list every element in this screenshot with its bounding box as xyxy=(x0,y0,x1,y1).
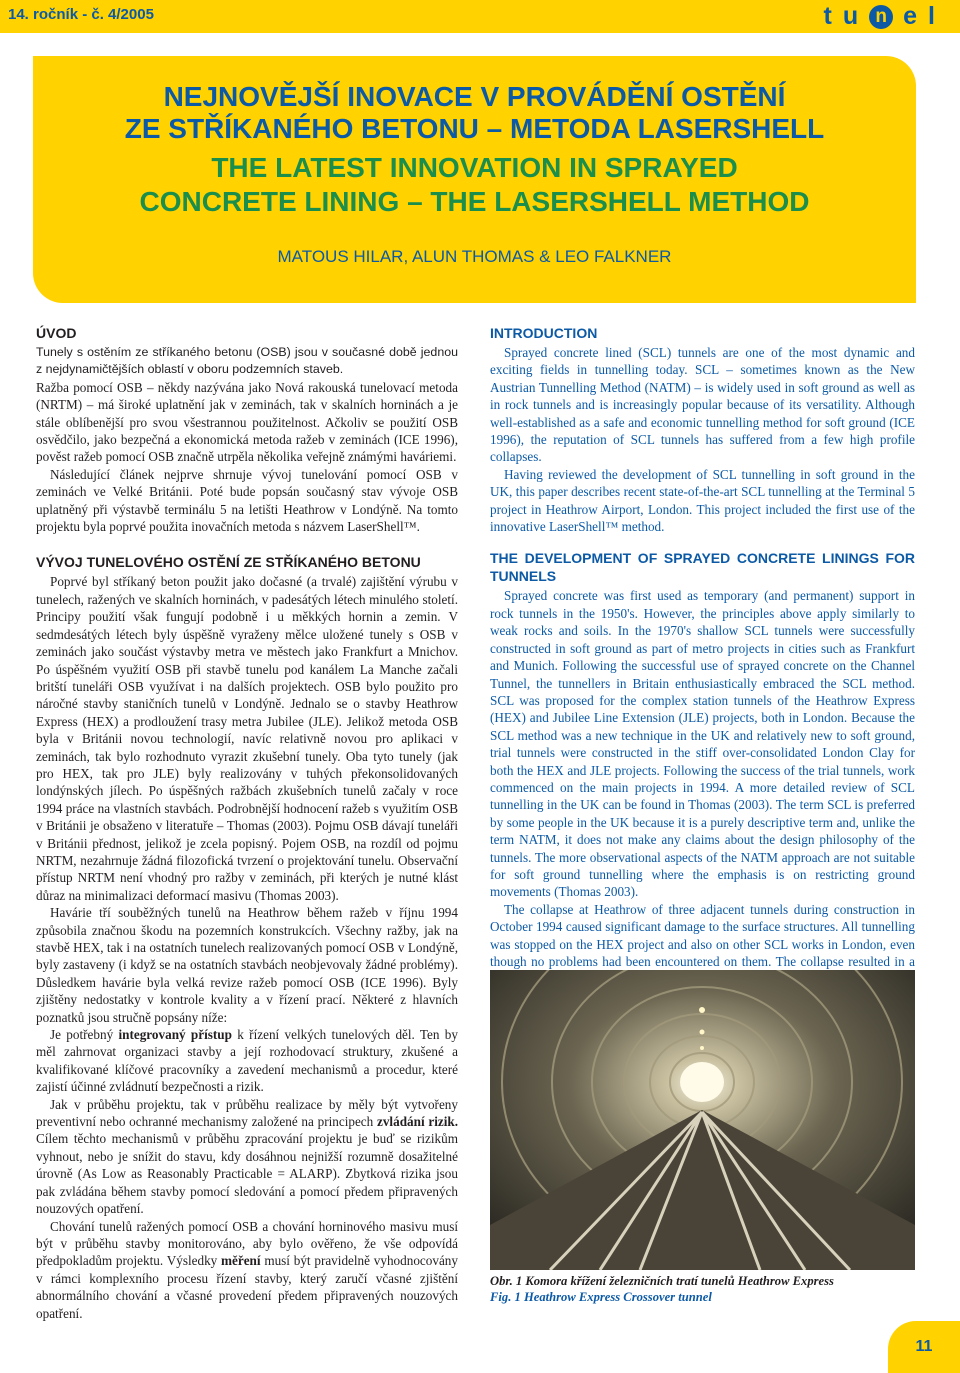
page-number: 11 xyxy=(888,1321,960,1373)
title-cz-line1: NEJNOVĚJŠÍ INOVACE V PROVÁDĚNÍ OSTĚNÍ xyxy=(163,81,786,112)
en-paragraph-3: Sprayed concrete was first used as temporary (and permanent) support in rock tunnels in the 1950's. However, the principles above apply similarly to weak rocks and soils. In the 1970's shallow SCL tunnels were successfully constructed in soft ground as part of metro projects in cities such as Frankfurt and Munich. Following the successful use of sprayed concrete on the Channel Tunnel, the tunnellers in Britain enthusiastically embraced the SCL method. SCL was proposed for the complex station tunnels of the Heathrow Express (HEX) and Jubilee Line Extension (JLE) projects, both in London. Because the SCL method was a new technique in the UK and relatively new to soft ground, trial tunnels were constructed in the stiff over-consolidated London Clay for both the HEX and JLE projects. Following the success of the trial tunnels, work commenced on the main projects in 1994. A more detailed review of SCL tunnelling in the UK can be found in Thomas (2003). The term SCL is preferred by some people in the UK because it is a purely descriptive term and, unlike the term NATM, it does not make any claims about the design philosophy of the tunnels. The more observational aspects of the NATM approach are not suitable for soft ground tunnelling where the emphasis is on restricting ground movements (Thomas 2003). xyxy=(490,588,915,900)
cz-paragraph-3: Poprvé byl stříkaný beton použit jako dočasné (a trvalé) zajištění výrubu v tunelech, ražených ve skalních horninách, v padesátých létech minulého století. Principy použití však fungují podobně i u měkkých hornin a zemin. V sedmdesátých létech byly úspěšně vyraženy mělce uložené tunely s OSB v zeminách jako součást výstavby metra ve městech jako Frankfurt a Mnichov. Po úspěšném využití OSB při stavbě tunelu pod kanálem La Manche začali britští tuneláři OSB využívat i na dalších projektech. OSB bylo použito pro náročné stavby staničních tunelů v Londýně. Jednalo se o stavby Heathrow Express (HEX) a prodloužení trasy metra Jubilee (JLE). Jelikož metoda OSB byla v Británii novou technologií, navíc relativně novou pro aplikaci v zeminách, tak bylo rozhodnuto vyrazit zkušební tunely. Oba tyto tunely (jak pro HEX, tak pro JLE) byly realizovány v tuhých překonsolidovaných londýnských jílech. Po úspěšných ražbách zkušebních tunelů začaly v roce 1994 práce na vlastních stavbách. Podrobnější hodnocení ražeb s využitím OSB v Británii je obsaženo v literatuře – Thomas (2003). Pojmu OSB dávají tuneláři v Británii přednost, jelikož je zcela popisný. Pojem OSB, na rozdíl od pojmu NRTM, nezahrnuje žádná filozofická tvrzení o projektování tunelu. Observační přístup NRTM není vhodný pro ražby v zeminách, při kterých je nutné klást důraz na minimalizaci deformací masivu (Thomas 2003). xyxy=(36,574,458,903)
cz-paragraph-6: Jak v průběhu projektu, tak v průběhu realizace by měly být vytvořeny preventivní nebo ochranné mechanismy založené na principech zvládání rizik. Cílem těchto mechanismů v průběhu zpracování projektu je buď se rizikům vyhnout, nebo je snížit do stavu, kdy dosáhnou nejnižší rozumně dosažitelné úrovně (As Low as Reasonably Practicable = ALARP). Zbytková rizika jsou pak zvládána během stavby pomocí sledování a pomocí předem připravených nouzových opatření. xyxy=(36,1096,459,1217)
title-box xyxy=(33,56,916,303)
czech-column xyxy=(36,324,458,1322)
en-paragraph-4: The collapse at Heathrow of three adjacent tunnels during construction in October 1994 caused significant damage to the surface structures. All tunnelling was stopped on the HEX project and also on other SCL works in London, even though no problems had been encountered on them. The collapse resulted in a xyxy=(490,901,915,969)
heading-introduction: INTRODUCTION xyxy=(490,325,598,341)
cz-intro: Tunely s ostěním ze stříkaného betonu (OSB) jsou v současné době jednou z nejdynamičtějších oblastí v oboru podzemních staveb. xyxy=(36,345,458,377)
cz-paragraph-4: Havárie tří souběžných tunelů na Heathrow během ražeb v říjnu 1994 způsobila značnou škodu na pozemních konstrukcích. Všechny ražby, jak na stavbě HEX, tak i na ostatních tunelech realizovaných pomocí OSB v Londýně, byly zastaveny (i když se na ostatních stavbách neobjevovaly žádné problémy). Důsledkem havárie byla velká revize ražeb pomocí OSB (ICE 1996). Byly zjištěny nedostatky v kontrole kvality a v řízení prací. Některé z hlavních poznatků jsou stručně popsány níže: xyxy=(36,905,458,1025)
heading-development: THE DEVELOPMENT OF SPRAYED CONCRETE LININGS FOR TUNNELS xyxy=(490,550,915,585)
cz-paragraph-7: Chování tunelů ražených pomocí OSB a chování horninového masivu musí být v průběhu stavby monitorováno, aby bylo ověřeno, že vše odpovídá předpokladům projektu. Výsledky měření musí být pravidelně vyhodnocovány v rámci komplexního procesu řízení stavby, který zaručí včasné zjištění abnormálního chování a včasné provedení předem připravených nouzových opatření. xyxy=(36,1218,458,1321)
tunel-logo xyxy=(824,2,946,31)
issue-label: 14. ročník - č. 4/2005 xyxy=(8,6,154,23)
caption-cz: Obr. 1 Komora křížení železničních tratí tunelů Heathrow Express xyxy=(490,1274,834,1288)
cz-paragraph-5: Je potřebný integrovaný přístup k řízení velkých tunelových děl. Ten by měl zahrnovat organizaci stavby a její rozhodovací struktury, zkušené a kvalifikované klíčové pracovníky a zavedení mechanismů a procedur, které zajistí účinné zvládnutí bezpečnosti a rizik. xyxy=(36,1027,458,1095)
cz-paragraph-2: Následující článek nejprve shrnuje vývoj tunelování pomocí OSB v zeminách ve Velké Británii. Poté bude popsán současný stav vývoje OSB uplatněný při výstavbě terminálu 5 na letišti Heathrow v Londýně. Na tomto projektu byla poprvé použita inovačních metoda s názvem LaserShell™. xyxy=(36,466,458,535)
logo-text-right: el xyxy=(903,2,946,30)
english-column xyxy=(490,324,915,1023)
title-en-line2: CONCRETE LINING – THE LASERSHELL METHOD xyxy=(139,186,810,217)
logo-circle: n xyxy=(869,5,893,29)
caption-en: Fig. 1 Heathrow Express Crossover tunnel xyxy=(490,1290,712,1304)
figure-caption xyxy=(490,1273,915,1305)
title-cz-line2: ZE STŘÍKANÉHO BETONU – METODA LASERSHELL xyxy=(124,113,825,144)
en-paragraph-2: Having reviewed the development of SCL tunnelling in soft ground in the UK, this paper describes recent state-of-the-art SCL tunnelling at the Terminal 5 project in Heathrow Airport, London. This project included the first use of the innovative LaserShell™ method. xyxy=(490,466,915,535)
header-bar xyxy=(0,0,960,33)
en-paragraph-1: Sprayed concrete lined (SCL) tunnels are one of the most dynamic and exciting fields in tunnelling today. SCL – sometimes known as the New Austrian Tunnelling Method (NATM) – is widely used in soft ground as well as in rock tunnels and is increasingly popular because of its versatility. Although well-established as a safe and economic tunnelling method for soft ground (ICE 1996), the reputation of SCL tunnels has suffered from a few high profile collapses. xyxy=(490,345,915,465)
authors: MATOUS HILAR, ALUN THOMAS & LEO FALKNER xyxy=(277,247,672,266)
heading-uvod: ÚVOD xyxy=(36,325,77,341)
logo-text-left: tu xyxy=(823,2,870,30)
heading-vyvoj: VÝVOJ TUNELOVÉHO OSTĚNÍ ZE STŘÍKANÉHO BETONU xyxy=(36,554,421,571)
cz-paragraph-1: Ražba pomocí OSB – někdy nazývána jako Nová rakouská tunelovací metoda (NRTM) – má široké uplatnění jak v zeminách, tak v skalních horninách a je stále oblíbenější pro svou všestrannou použitelnost. Ačkoliv se použití OSB osvědčilo, jako bezpečná a ekonomická metoda ražeb v zeminách (ICE 1996), pověst ražeb pomocí OSB značně utrpěla několika veřejně známými haváriemi. xyxy=(36,379,458,465)
tunnel-photo xyxy=(490,970,915,1270)
title-en-line1: THE LATEST INNOVATION IN SPRAYED xyxy=(211,152,738,183)
